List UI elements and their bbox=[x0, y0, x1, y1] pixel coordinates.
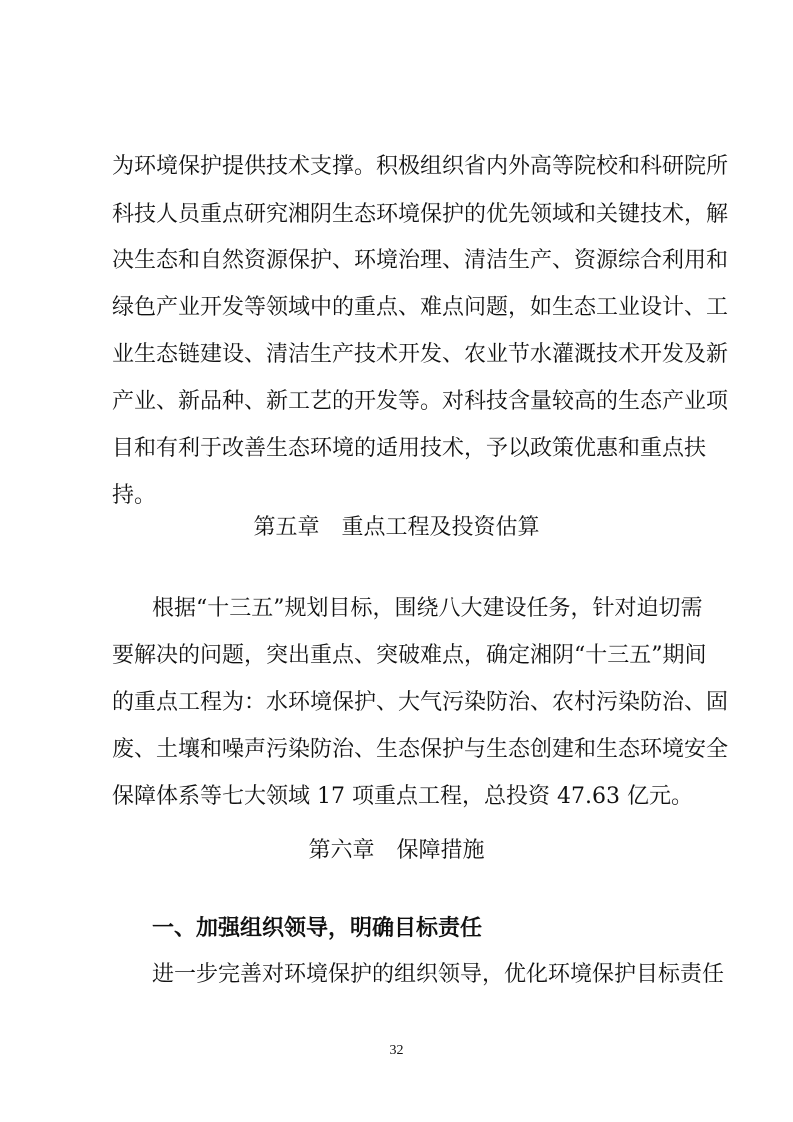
text-line: 保障体系等七大领域 17 项重点工程，总投资 47.63 亿元。 bbox=[112, 784, 693, 809]
page-number: 32 bbox=[389, 1043, 404, 1058]
text-line: 进一步完善对环境保护的组织领导，优化环境保护目标责任 bbox=[152, 962, 725, 987]
text-line: 目和有利于改善生态环境的适用技术，予以政策优惠和重点扶 bbox=[112, 436, 707, 461]
chapter-title-safeguards: 第六章 保障措施 bbox=[308, 838, 485, 863]
section-heading-organization: 一、加强组织领导，明确目标责任 bbox=[152, 915, 483, 941]
text-line: 的重点工程为：水环境保护、大气污染防治、农村污染防治、固 bbox=[112, 690, 729, 715]
chapter-title-key-projects: 第五章 重点工程及投资估算 bbox=[253, 515, 540, 540]
text-line: 根据“十三五”规划目标，围绕八大建设任务，针对迫切需 bbox=[152, 596, 703, 621]
text-line: 科技人员重点研究湘阴生态环境保护的优先领域和关键技术，解 bbox=[112, 202, 729, 227]
text-line: 为环境保护提供技术支撑。积极组织省内外高等院校和科研院所 bbox=[112, 154, 729, 179]
text-line: 决生态和自然资源保护、环境治理、清洁生产、资源综合利用和 bbox=[112, 248, 729, 273]
text-line: 业生态链建设、清洁生产技术开发、农业节水灌溉技术开发及新 bbox=[112, 342, 729, 367]
text-line: 绿色产业开发等领域中的重点、难点问题，如生态工业设计、工 bbox=[112, 295, 729, 320]
text-line: 产业、新品种、新工艺的开发等。对科技含量较高的生态产业项 bbox=[112, 389, 729, 414]
text-line: 要解决的问题，突出重点、突破难点，确定湘阴“十三五”期间 bbox=[112, 643, 707, 668]
text-line: 废、土壤和噪声污染防治、生态保护与生态创建和生态环境安全 bbox=[112, 737, 729, 762]
text-line: 持。 bbox=[112, 483, 157, 508]
